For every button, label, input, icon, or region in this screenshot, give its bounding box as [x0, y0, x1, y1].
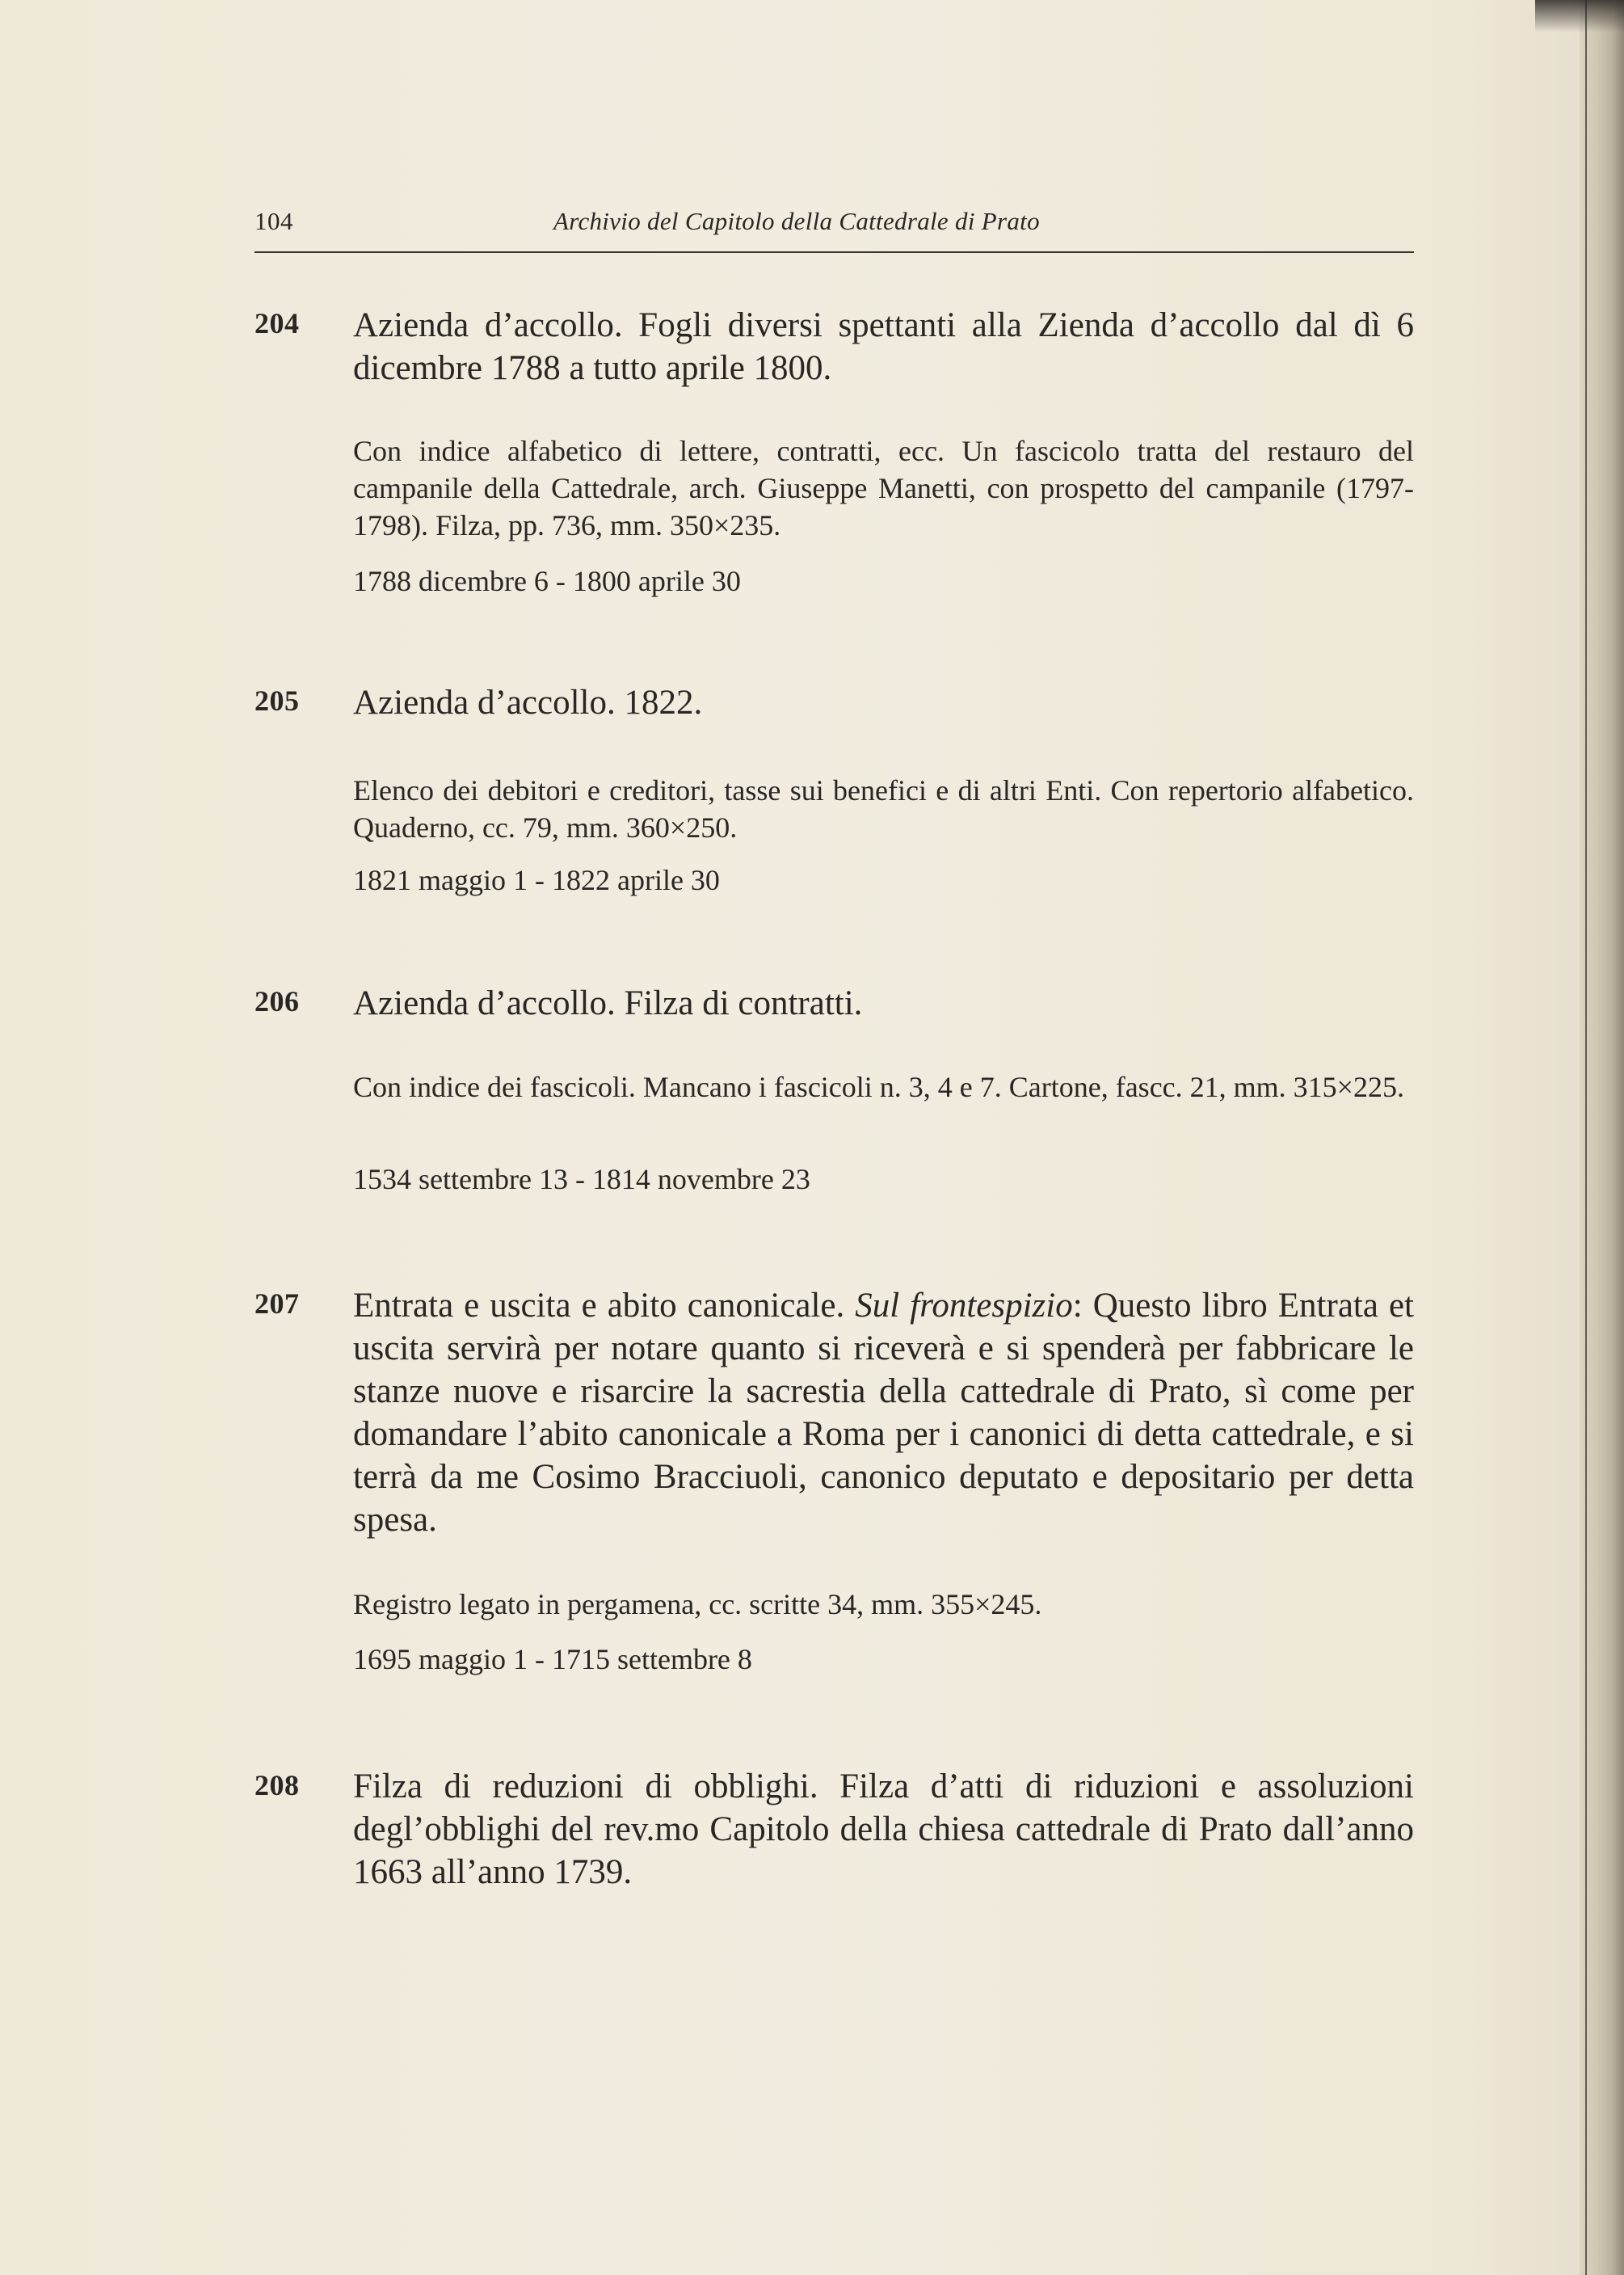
entry-number-204: 204	[255, 307, 300, 339]
corner-shadow	[1535, 0, 1624, 32]
entry-title-205: Azienda d’accollo. 1822.	[353, 684, 703, 722]
entry-number-207: 207	[255, 1287, 300, 1320]
running-header	[255, 207, 1414, 242]
entry-description-205: Elenco dei debitori e creditori, tasse sui benefici e di altri Enti. Con repertorio alfabetico. Quaderno, cc. 79, mm. 360×250.	[353, 774, 1414, 844]
entry-number-205: 205	[255, 685, 300, 717]
entry-dates-204: 1788 dicembre 6 - 1800 aprile 30	[353, 565, 741, 597]
entry-number-206: 206	[255, 985, 300, 1017]
entry-dates-205: 1821 maggio 1 - 1822 aprile 30	[353, 864, 720, 896]
page-number: 104	[255, 207, 293, 235]
entry-dates-207: 1695 maggio 1 - 1715 settembre 8	[353, 1643, 752, 1675]
entry-title-208: Filza di reduzioni di obblighi. Filza d’atti di riduzioni e assoluzioni degl’obblighi del rev.mo Capitolo della chiesa cattedrale di Prato dall’anno 1663 all’anno 1739.	[353, 1767, 1414, 1891]
entry-description-206: Con indice dei fascicoli. Mancano i fascicoli n. 3, 4 e 7. Cartone, fascc. 21, mm. 315×225.	[353, 1071, 1404, 1103]
entry-title-207	[353, 1284, 1414, 1541]
page-edge-line	[1585, 0, 1587, 2275]
entry-description-207: Registro legato in pergamena, cc. scritte 34, mm. 355×245.	[353, 1588, 1042, 1620]
entry-title-207-part2: : Questo libro Entrata et uscita servirà per notare quanto si riceverà e si spenderà per fabbricare le stanze nuove e risarcire la sacrestia della cattedrale di Prato, sì come per domandare l’abito canonicale a Roma per i canonici di detta cattedrale, e si terrà da me Cosimo Bracciuoli, canonico deputato e depositario per detta spesa.	[353, 1287, 1414, 1539]
entry-dates-206: 1534 settembre 13 - 1814 novembre 23	[353, 1163, 810, 1195]
entry-title-207-part1: Entrata e uscita e abito canonicale.	[353, 1287, 856, 1325]
entry-number-208: 208	[255, 1769, 300, 1801]
header-rule	[255, 251, 1414, 253]
entry-title-206: Azienda d’accollo. Filza di contratti.	[353, 984, 863, 1022]
running-title: Archivio del Capitolo della Cattedrale di Prato	[553, 207, 1040, 235]
entry-description-204: Con indice alfabetico di lettere, contratti, ecc. Un fascicolo tratta del restauro del campanile della Cattedrale, arch. Giuseppe Manetti, con prospetto del campanile (1797-1798). Filza, pp. 736, mm. 350×235.	[353, 435, 1414, 541]
entry-title-204: Azienda d’accollo. Fogli diversi spettanti alla Zienda d’accollo dal dì 6 dicembre 1788 a tutto aprile 1800.	[353, 306, 1414, 387]
entry-title-207-italic: Sul frontespizio	[855, 1287, 1073, 1325]
